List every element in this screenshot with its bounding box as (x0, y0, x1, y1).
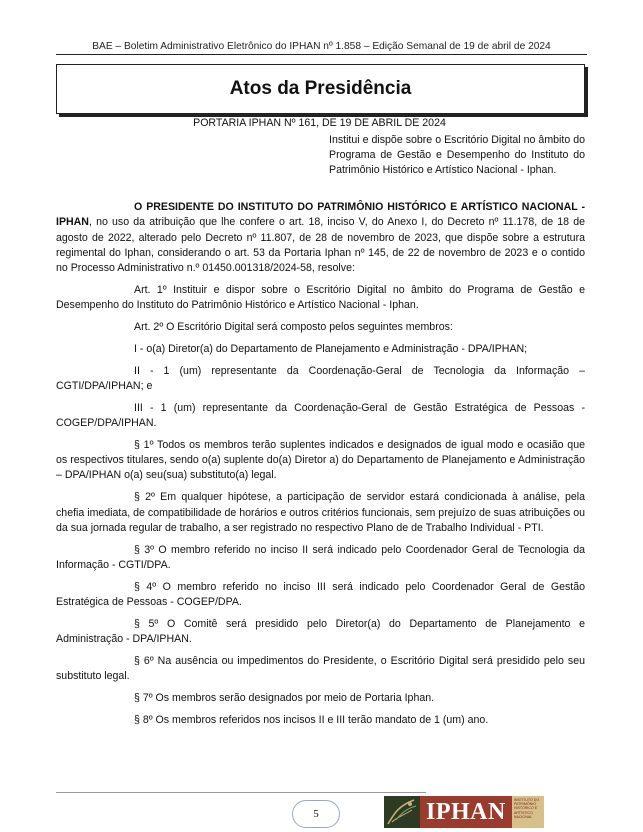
section-title-box (56, 64, 585, 114)
paragraph-2: § 2º Em qualquer hipótese, a participação de servidor estará condicionada à análise, pela chefia imediata, de compatibilidade de horários e outros critérios funcionais, sem prejuízo de suas atribuições ou da sua jornada regular de trabalho, a ser registrado no respectivo Plano de de Trabalho Individual - PTI. (56, 491, 585, 534)
preamble (56, 200, 585, 276)
inciso-2: II - 1 (um) representante da Coordenação-Geral de Tecnologia da Informação – CGTI/DPA/IPHAN; e (56, 364, 585, 392)
article-1: Art. 1º Instituir e dispor sobre o Escritório Digital no âmbito do Programa de Gestão e Desempenho do Instituto do Patrimônio Histórico e Artístico Nacional - Iphan. (56, 283, 585, 312)
header-rule (56, 54, 587, 55)
preamble-authority: O PRESIDENTE DO INSTITUTO DO PATRIMÔNIO HISTÓRICO E ARTÍSTICO NACIONAL - IPHAN (56, 201, 585, 229)
portaria-title: PORTARIA IPHAN Nº 161, DE 19 DE ABRIL DE 2024 (193, 117, 446, 129)
ementa: Institui e dispõe sobre o Escritório Digital no âmbito do Programa de Gestão e Desempenho do Instituto do Patrimônio Histórico e Artístico Nacional - Iphan. (329, 134, 585, 176)
article-2: Art. 2º O Escritório Digital será composto pelos seguintes membros: (134, 321, 453, 334)
footer-rule (56, 792, 426, 793)
paragraph-6: § 6º Na ausência ou impedimentos do Presidente, o Escritório Digital será presidido pelo seu substituto legal. (56, 654, 585, 683)
paragraph-1: § 1º Todos os membros terão suplentes indicados e designados de igual modo e ocasião que os respectivos titulares, sendo o(a) suplente do(a) Diretor a) do Departamento de Planejamento e Administração – DPA/IPHAN o(a) seu(sua) substituto(a) legal. (56, 438, 585, 482)
paragraph-7: § 7º Os membros serão designados por meio de Portaria Iphan. (134, 692, 435, 705)
document-body (56, 200, 585, 735)
paragraph-4: § 4º O membro referido no inciso III será indicado pelo Coordenador Geral de Gestão Estratégica de Pessoas - COGEP/DPA. (56, 580, 585, 609)
paragraph-8: § 8º Os membros referidos nos incisos II e III terão mandato de 1 (um) ano. (134, 713, 489, 726)
inciso-3: III - 1 (um) representante da Coordenação-Geral de Gestão Estratégica de Pessoas - COGEP/DPA/IPHAN. (56, 401, 585, 430)
bulletin-header: BAE – Boletim Administrativo Eletrônico do IPHAN nº 1.858 – Edição Semanal de 19 de abril de 2024 (92, 41, 551, 52)
logo-wordmark: IPHAN (420, 796, 512, 828)
preamble-text: , no uso da atribuição que lhe confere o art. 18, inciso V, do Anexo I, do Decreto nº 11.178, de 18 de agosto de 2022, alterado pelo Decreto nº 11.807, de 28 de novembro de 2023, que dispõe sobre a estrutura regimental do Iphan, considerando o art. 53 da Portaria Iphan nº 145, de 22 de novembro de 2023 e o contido no Processo Administrativo n.º 01450.001318/2024-58, resolve: (56, 216, 585, 275)
inciso-1: I - o(a) Diretor(a) do Departamento de Planejamento e Administração - DPA/IPHAN; (134, 342, 528, 355)
paragraph-5: § 5º O Comitê será presidido pelo Diretor(a) do Departamento de Planejamento e Administração - DPA/IPHAN. (56, 617, 585, 646)
page-number: 5 (292, 800, 340, 828)
paragraph-3: § 3º O membro referido no inciso II será indicado pelo Coordenador Geral de Tecnologia da Informação - CGTI/DPA. (56, 543, 585, 571)
section-title: Atos da Presidência (229, 78, 412, 99)
iphan-logo (384, 796, 544, 828)
logo-subtitle: INSTITUTO DO PATRIMÔNIO HISTÓRICO E ARTÍSTICO NACIONAL (512, 796, 544, 828)
leaf-icon (384, 796, 420, 828)
